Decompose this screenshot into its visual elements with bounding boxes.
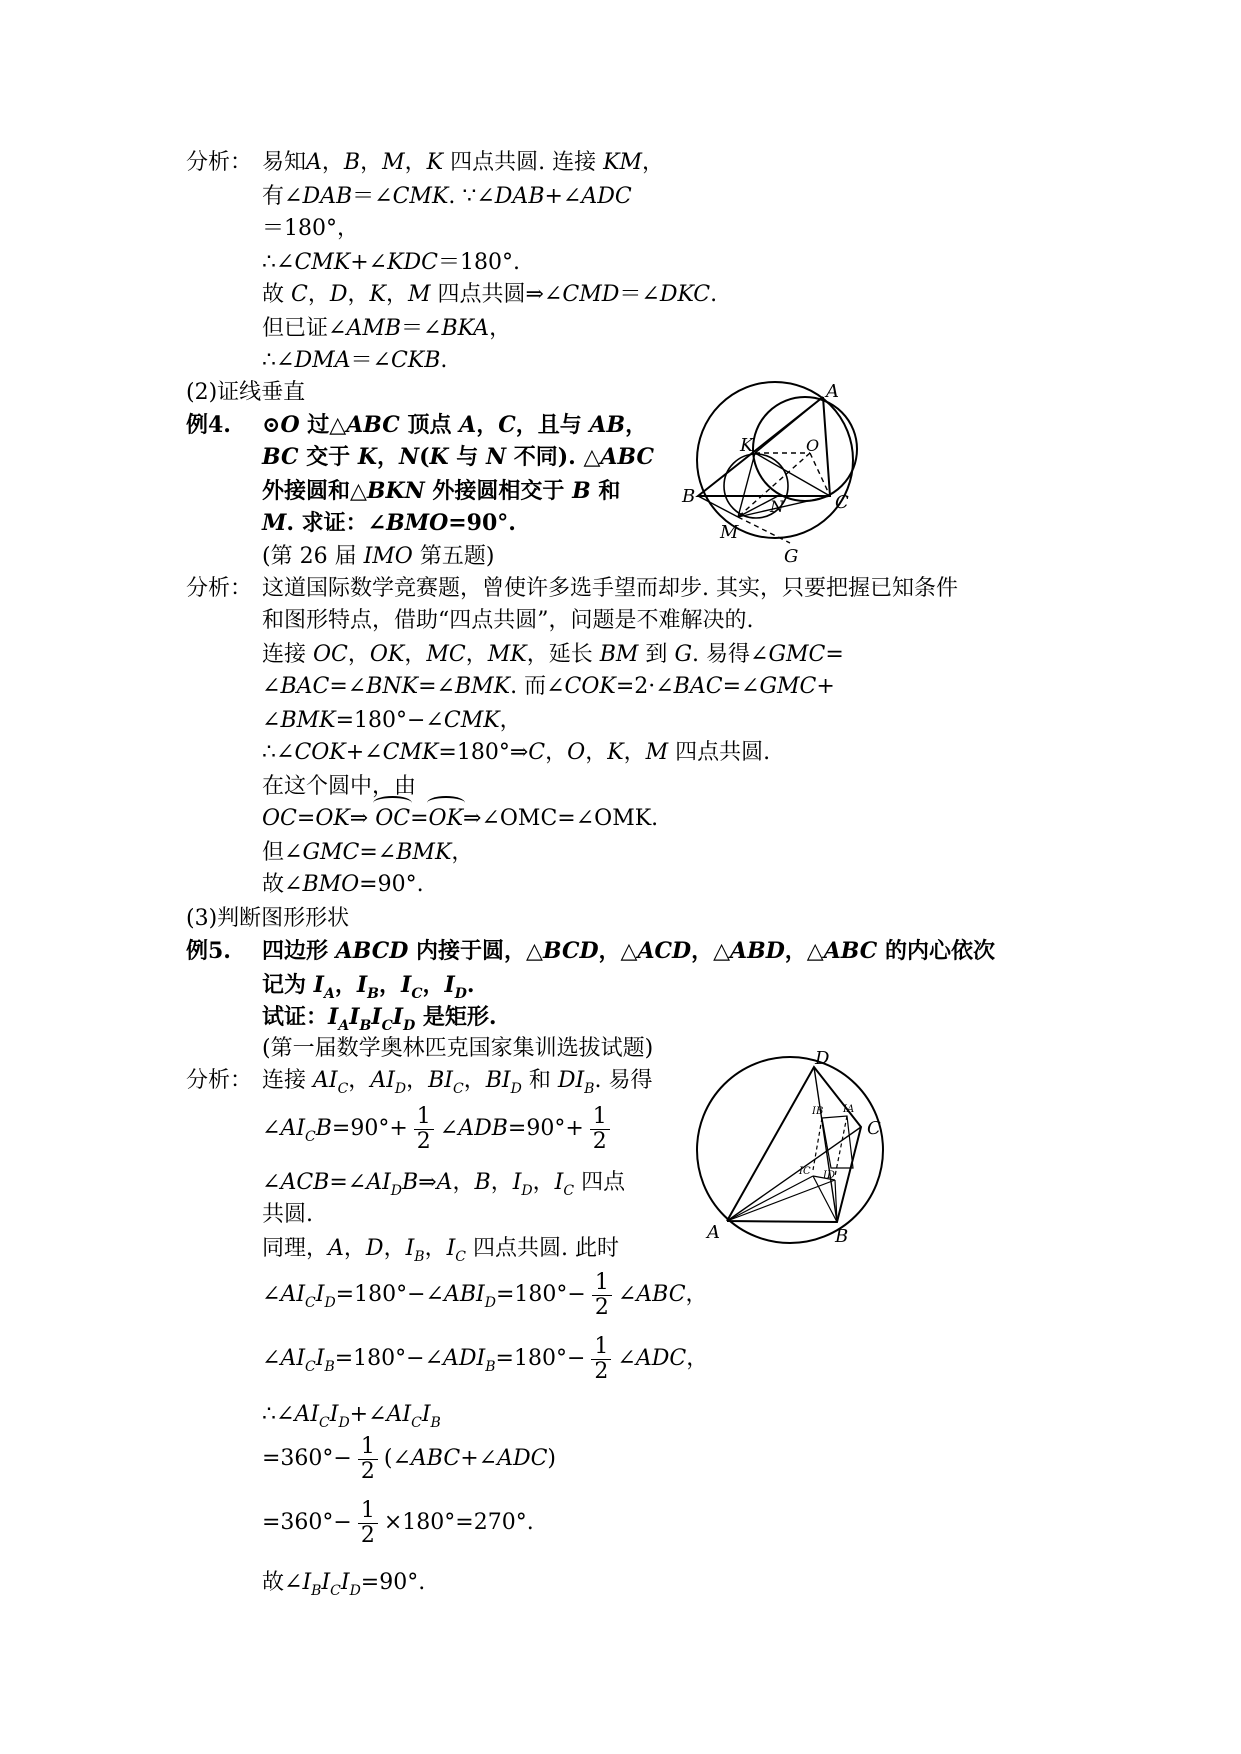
label-B: B bbox=[835, 1226, 849, 1247]
segment bbox=[835, 1116, 847, 1176]
example-label: 例4. bbox=[186, 412, 231, 438]
example-text: ⊙O 过△ABC 顶点 A，C，且与 AB， bbox=[262, 412, 648, 438]
text-line: ∴∠DMA＝∠CKB. bbox=[262, 348, 448, 373]
fraction: $\frac{1}{2}$ bbox=[591, 1335, 611, 1384]
segment-mg bbox=[738, 517, 790, 543]
text-line: 这道国际数学竞赛题，曾使许多选手望而却步. 其实，只要把握已知条件 bbox=[262, 576, 958, 601]
text-line: 连接 OC，OK，MC，MK，延长 BM 到 G. 易得∠GMC= bbox=[262, 642, 844, 667]
example-text: 外接圆和△BKN 外接圆相交于 B 和 bbox=[262, 478, 621, 504]
math-line: =360°− $\frac{1}{2}$ ×180°=270°. bbox=[262, 1497, 534, 1548]
label-M: M bbox=[720, 522, 739, 543]
arc-ok: OK bbox=[429, 804, 463, 834]
math-line: $\angle AI_CI_B=180^\circ-\angle ADI_B=180^\circ-$ $\frac{1}{2}$ ∠ADC， bbox=[262, 1333, 709, 1384]
label-O: O bbox=[806, 436, 820, 455]
fraction: $\frac{1}{2}$ bbox=[592, 1271, 612, 1320]
text-line: 同理，A，D，$I_B$，$I_C$ 四点共圆. 此时 bbox=[262, 1236, 619, 1265]
fraction: $\frac{1}{2}$ bbox=[358, 1435, 378, 1484]
text-tail: ⇒∠OMC=∠OMK. bbox=[463, 806, 659, 831]
example-label: 例5. bbox=[186, 938, 231, 964]
label-D: D bbox=[815, 1050, 830, 1069]
example-source: (第一届数学奥林匹克国家集训选拔试题) bbox=[262, 1036, 654, 1061]
label-B: B bbox=[682, 486, 696, 507]
text-line: $\therefore\angle AI_CI_D+\angle AI_CI_B$ bbox=[262, 1402, 441, 1431]
text-line: 但∠GMC=∠BMK， bbox=[262, 840, 474, 865]
text-line: ∠BAC=∠BNK=∠BMK. 而∠COK=2·∠BAC=∠GMC+ bbox=[262, 674, 835, 699]
text-line: 有∠DAB＝∠CMK. ∵∠DAB+∠ADC bbox=[262, 184, 632, 209]
label-A: A bbox=[707, 1222, 720, 1243]
label-K: K bbox=[740, 435, 754, 456]
text-line: ∠BMK=180°−∠CMK， bbox=[262, 708, 522, 733]
fraction: $\frac{1}{2}$ bbox=[590, 1105, 610, 1154]
rectangle-incenters bbox=[822, 1116, 853, 1168]
section-heading: (3)判断图形形状 bbox=[186, 906, 350, 931]
geometry-figure-1 bbox=[680, 375, 870, 575]
label-C: C bbox=[835, 492, 849, 513]
text-line: ∴∠COK+∠CMK=180°⇒C，O，K，M 四点共圆. bbox=[262, 740, 771, 765]
text-line: ＝180°， bbox=[262, 216, 359, 241]
example-text: 试证：$I_AI_BI_CI_D$ 是矩形. bbox=[262, 1004, 497, 1034]
text-line: OC=OK⇒ OC=OK⇒∠OMC=∠OMK. bbox=[262, 804, 658, 834]
label-IC: IC bbox=[799, 1166, 811, 1177]
text-line: 易知A，B，M，K 四点共圆. 连接 KM， bbox=[262, 150, 665, 175]
label-C: C bbox=[867, 1118, 881, 1139]
text-line: 共圆. bbox=[262, 1202, 313, 1227]
text-line: 和图形特点，借助“四点共圆”，问题是不难解决的. bbox=[262, 608, 754, 633]
label-IB: IB bbox=[812, 1106, 824, 1117]
fraction: $\frac{1}{2}$ bbox=[414, 1105, 434, 1154]
text-line: $\angle ACB=\angle AI_DB\Rightarrow A$，B，$I_D$，$I_C$ 四点 bbox=[262, 1170, 626, 1199]
text-line: 但已证∠AMB＝∠BKA， bbox=[262, 316, 512, 341]
segment-mc bbox=[738, 496, 830, 517]
text-line: 连接 $AI_C$，$AI_D$，$BI_C$，$BI_D$ 和 $DI_B$. 易得 bbox=[262, 1068, 653, 1097]
example-source: (第 26 届 IMO 第五题) bbox=[262, 544, 495, 569]
geometry-figure-2 bbox=[685, 1050, 900, 1250]
example-text: 记为 $I_A$，$I_B$，$I_C$，$I_D$. bbox=[262, 972, 475, 1002]
fraction: $\frac{1}{2}$ bbox=[358, 1499, 378, 1548]
segment bbox=[755, 453, 830, 496]
example-text: 四边形 ABCD 内接于圆，△BCD，△ACD，△ABD，△ABC 的内心依次 bbox=[262, 938, 995, 964]
section-heading: (2)证线垂直 bbox=[186, 380, 306, 405]
arc-oc: OC bbox=[375, 804, 410, 834]
math-line: $\angle AI_CB=90^\circ+$ $\frac{1}{2}$ ∠ADB=90°+ $\frac{1}{2}$ bbox=[262, 1104, 616, 1156]
example-text: BC 交于 K，N(K 与 N 不同). △ABC bbox=[262, 444, 654, 470]
label-G: G bbox=[784, 546, 799, 567]
text-line: 故$\angle I_BI_CI_D=90^\circ$. bbox=[262, 1570, 426, 1599]
example-text: M. 求证：∠BMO=90°. bbox=[262, 510, 516, 536]
equals: = bbox=[410, 806, 429, 831]
analysis-label: 分析： bbox=[186, 1068, 253, 1093]
segment bbox=[813, 1118, 822, 1170]
label-N: N bbox=[770, 497, 784, 516]
label-IA: IA bbox=[843, 1104, 855, 1115]
text-line: 故 C，D，K，M 四点共圆⇒∠CMD＝∠DKC. bbox=[262, 282, 718, 307]
text-line: 故∠BMO=90°. bbox=[262, 872, 424, 897]
math-line: $\angle AI_CI_D=180^\circ-\angle ABI_D=180^\circ-$ $\frac{1}{2}$ ∠ABC， bbox=[262, 1269, 708, 1320]
analysis-label: 分析： bbox=[186, 150, 253, 175]
text-line: ∴∠CMK+∠KDC＝180°. bbox=[262, 250, 521, 275]
analysis-label: 分析： bbox=[186, 576, 253, 601]
label-ID: ID bbox=[823, 1170, 835, 1181]
label-A: A bbox=[826, 381, 839, 402]
text-line: 在这个圆中，由 bbox=[262, 774, 417, 799]
math-line: =360°− $\frac{1}{2}$ (∠ABC+∠ADC) bbox=[262, 1433, 557, 1484]
